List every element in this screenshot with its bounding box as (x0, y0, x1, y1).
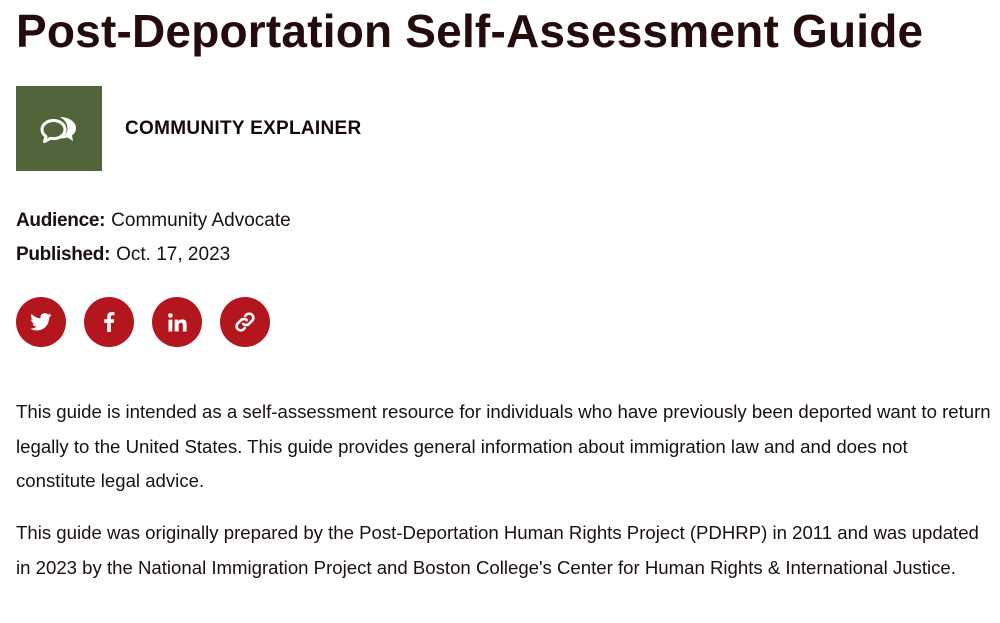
link-icon (234, 311, 256, 333)
copy-link-button[interactable] (220, 297, 270, 347)
share-linkedin-button[interactable] (152, 297, 202, 347)
linkedin-icon (168, 313, 187, 332)
content-type-label: COMMUNITY EXPLAINER (125, 117, 362, 139)
audience-label: Audience: (16, 210, 106, 231)
speech-bubbles-icon (38, 113, 80, 145)
audience-value: Community Advocate (111, 210, 291, 231)
published-date: Oct. 17, 2023 (116, 244, 231, 265)
share-facebook-button[interactable] (84, 297, 134, 347)
published-label: Published: (16, 244, 111, 265)
twitter-icon (30, 313, 52, 331)
content-type-badge (16, 86, 362, 171)
content-type-icon-box (16, 86, 102, 171)
page-title: Post-Deportation Self-Assessment Guide (16, 5, 924, 57)
history-paragraph: This guide was originally prepared by the Post-Deportation Human Rights Project (PDHRP) in 2011 and was updated in 2023 by the National Immigration Project and Boston College's Center for Human Rights & International Justice. (16, 522, 979, 578)
facebook-icon (103, 312, 115, 332)
intro-paragraph: This guide is intended as a self-assessment resource for individuals who have previously been deported want to return legally to the United States. This guide provides general information about immigration law and and does not constitute legal advice. (16, 401, 991, 491)
share-buttons (16, 297, 270, 347)
share-twitter-button[interactable] (16, 297, 66, 347)
audience-row (16, 209, 291, 233)
published-row (16, 243, 230, 267)
